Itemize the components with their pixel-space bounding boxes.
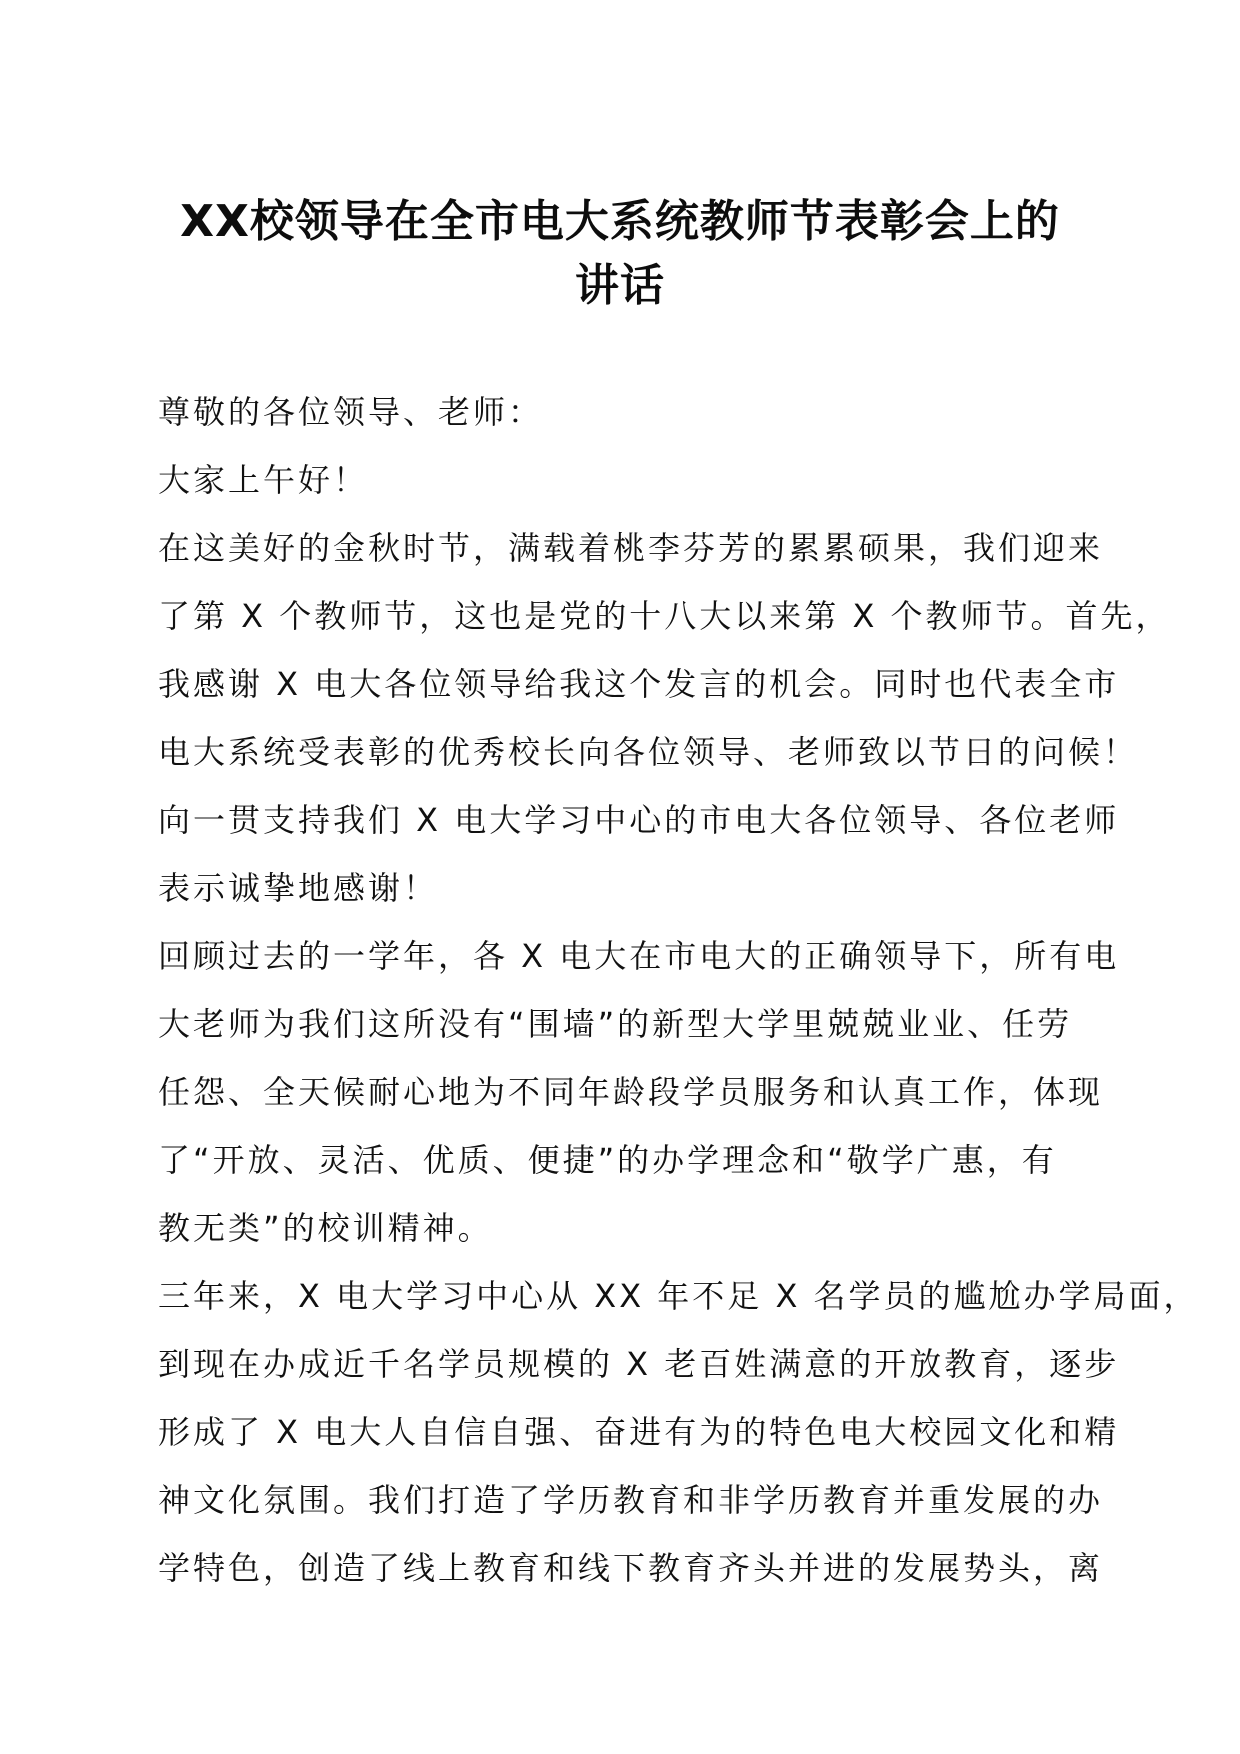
body-line: 大老师为我们这所没有“围墙”的新型大学里兢兢业业、任劳 xyxy=(158,1005,1073,1043)
body-line: 在这美好的金秋时节，满载着桃李芬芳的累累硕果，我们迎来 xyxy=(158,529,1104,567)
body-line: 学特色，创造了线上教育和线下教育齐头并进的发展势头，离 xyxy=(158,1549,1104,1587)
body-line: 向一贯支持我们 X 电大学习中心的市电大各位领导、各位老师 xyxy=(158,801,1120,839)
body-line: 形成了 X 电大人自信自强、奋进有为的特色电大校园文化和精 xyxy=(158,1413,1120,1451)
body-line: 到现在办成近千名学员规模的 X 老百姓满意的开放教育，逐步 xyxy=(158,1345,1120,1383)
body-line: 教无类”的校训精神。 xyxy=(158,1209,493,1247)
body-line: 回顾过去的一学年，各 X 电大在市电大的正确领导下，所有电 xyxy=(158,937,1120,975)
body-line: 表示诚挚地感谢！ xyxy=(158,869,439,907)
body-line: 神文化氛围。我们打造了学历教育和非学历教育并重发展的办 xyxy=(158,1481,1104,1519)
greeting: 大家上午好！ xyxy=(158,461,369,499)
body-line: 任怨、全天候耐心地为不同年龄段学员服务和认真工作，体现 xyxy=(158,1073,1104,1111)
salutation: 尊敬的各位领导、老师： xyxy=(158,393,544,431)
body-line: 了“开放、灵活、优质、便捷”的办学理念和“敬学广惠，有 xyxy=(158,1141,1057,1179)
body-line: 我感谢 X 电大各位领导给我这个发言的机会。同时也代表全市 xyxy=(158,665,1120,703)
body-line: 电大系统受表彰的优秀校长向各位领导、老师致以节日的问候！ xyxy=(158,733,1139,771)
document-title-line-1: XX校领导在全市电大系统教师节表彰会上的 xyxy=(180,196,1060,247)
body-line: 三年来，X 电大学习中心从 XX 年不足 X 名学员的尴尬办学局面， xyxy=(158,1277,1199,1315)
body-line: 了第 X 个教师节，这也是党的十八大以来第 X 个教师节。首先， xyxy=(158,597,1171,635)
document-title-line-2: 讲话 xyxy=(575,260,665,311)
